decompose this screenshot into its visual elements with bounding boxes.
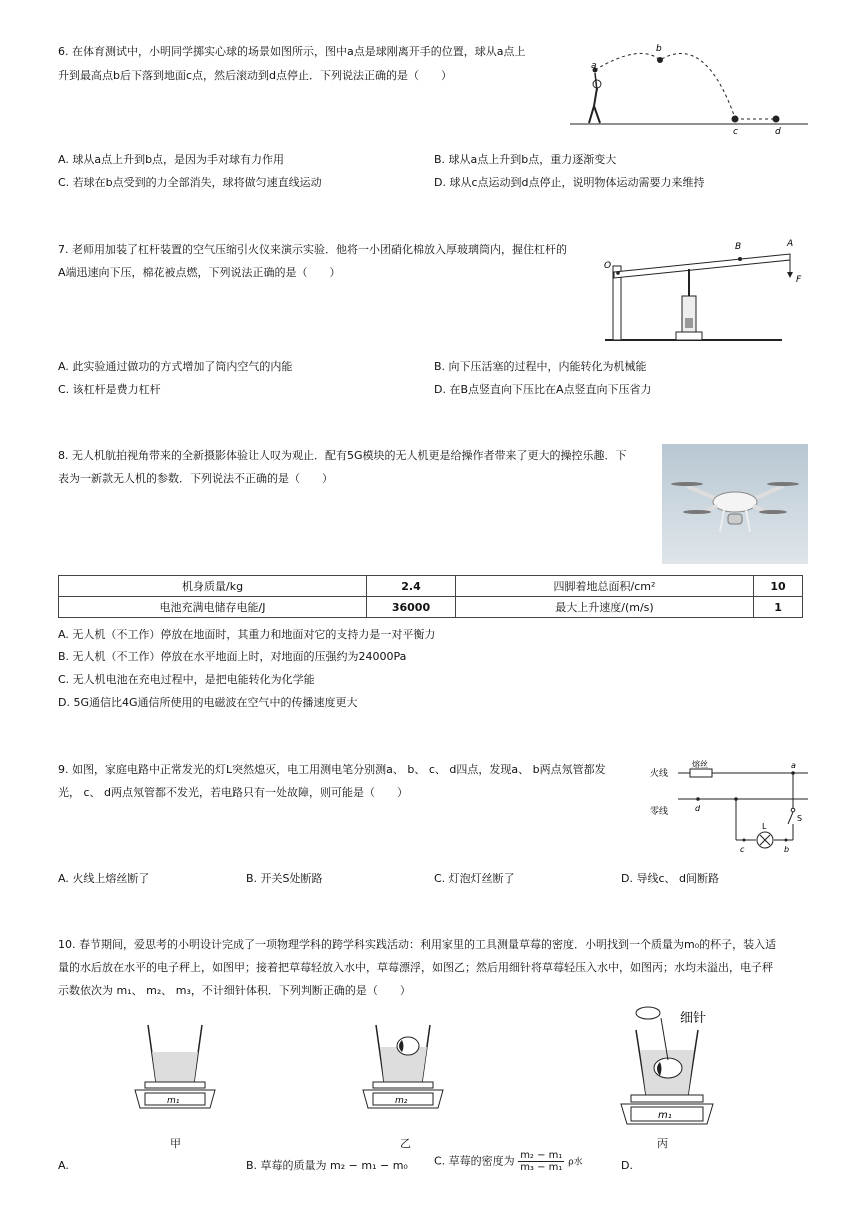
q9-option-c: C. 灯泡灯丝断了 [434,872,515,885]
q8-stem-line1: 8. 无人机航拍视角带来的全新摄影体验让人叹为观止．配有5G模块的无人机更是给操作者带来了更大的操控乐趣．下 [58,449,627,462]
table-row [59,576,803,597]
q7-option-c: C. 该杠杆是费力杠杆 [58,383,161,396]
q7-option-b: B. 向下压活塞的过程中，内能转化为机械能 [434,360,647,373]
label-F: F [796,275,802,285]
label-c: c [733,127,738,137]
q10-option-a: A. [58,1159,69,1172]
q8-option-b: B. 无人机（不工作）停放在水平地面上时，对地面的压强约为24000Pa [58,650,407,663]
q6-option-b: B. 球从a点上升到b点，重力逐渐变大 [434,153,617,166]
q10-option-d: D. [621,1159,633,1172]
neutral-wire-label: 零线 [650,807,669,817]
caption-jia: 甲 [170,1137,181,1150]
label-L: L [762,822,767,831]
option-c-prefix: C. 草莓的密度为 [434,1154,515,1168]
q9-stem-line2: 光， c、 d两点氖管都不发光，若电路只有一处故障，则可能是（ ） [58,786,409,799]
q6-option-c: C. 若球在b点受到的力全部消失，球将做匀速直线运动 [58,176,322,189]
q9-option-a: A. 火线上熔丝断了 [58,872,150,885]
q10-option-c [434,1150,583,1173]
label-A: A [787,239,794,249]
table-cell: 2.4 [367,576,456,597]
density-fraction [518,1150,564,1173]
q9-stem-line1: 9. 如图，家庭电路中正常发光的灯L突然熄灭，电工用测电笔分别测a、 b、 c、 d四点，发现a、 b两点氖管都发 [58,763,606,776]
q9-option-b: B. 开关S处断路 [246,872,323,885]
live-wire-label: 火线 [650,769,669,779]
beaker-bing-figure [616,1000,726,1130]
fuse-label: 熔丝 [692,760,708,769]
q7-option-d: D. 在B点竖直向下压比在A点竖直向下压省力 [434,383,652,396]
drone-parameter-table [58,575,803,618]
q7-stem-line2: A端迅速向下压，棉花被点燃，下列说法正确的是（ ） [58,266,341,279]
label-d: d [775,127,781,137]
beaker-jia-figure [130,1020,220,1115]
q6-stem-line1: 6. 在体育测试中，小明同学掷实心球的场景如图所示，图中a点是球刚离开手的位置，球从a点上 [58,45,526,58]
rho-water: ρ水 [567,1157,583,1168]
q6-option-a: A. 球从a点上升到b点，是因为手对球有力作用 [58,153,285,166]
q6-option-d: D. 球从c点运动到d点停止，说明物体运动需要力来维持 [434,176,705,189]
label-c: c [740,845,745,854]
label-O: O [604,261,612,271]
q7-lever-figure [600,236,810,346]
table-cell: 最大上升速度/(m/s) [455,597,753,618]
scale-reading: m₂ [395,1096,408,1106]
q6-ball-throw-figure [570,38,810,138]
q9-option-d: D. 导线c、 d间断路 [621,872,719,885]
beaker-yi-figure [358,1020,448,1115]
drone-photo [662,444,808,564]
q10-stem-line3: 示数依次为 m₁、 m₂、 m₃，不计细针体积．下列判断正确的是（ ） [58,984,411,997]
q8-stem-line2: 表为一新款无人机的参数．下列说法不正确的是（ ） [58,472,333,485]
table-cell: 1 [754,597,803,618]
table-cell: 电池充满电储存电能/J [59,597,367,618]
q7-stem-line1: 7. 老师用加装了杠杆装置的空气压缩引火仪来演示实验．他将一小团硝化棉放入厚玻璃筒内，握住杠杆的 [58,243,567,256]
scale-reading: m₁ [167,1096,180,1106]
q8-option-c: C. 无人机电池在充电过程中，是把电能转化为化学能 [58,673,315,686]
q6-stem-line2: 升到最高点b后下落到地面c点，然后滚动到d点停止．下列说法正确的是（ ） [58,69,453,82]
caption-bing: 丙 [657,1137,668,1150]
q8-option-a: A. 无人机（不工作）停放在地面时，其重力和地面对它的支持力是一对平衡力 [58,628,436,641]
label-b: b [656,44,662,54]
table-cell: 四脚着地总面积/cm² [455,576,753,597]
scale-reading: m₁ [658,1110,672,1121]
q9-circuit-figure [650,758,810,858]
q7-option-a: A. 此实验通过做功的方式增加了筒内空气的内能 [58,360,293,373]
table-row [59,597,803,618]
needle-label: 细针 [680,1011,707,1026]
fraction-numerator: m₂ − m₁ [520,1150,563,1161]
q10-stem-line1: 10. 春节期间，爱思考的小明设计完成了一项物理学科的跨学科实践活动：利用家里的工具测量草莓的密度．小明找到一个质量为m₀的杯子，装入适 [58,938,777,951]
drone-icon [662,444,808,564]
label-S: S [797,814,803,823]
label-d: d [695,804,701,813]
table-cell: 36000 [367,597,456,618]
table-cell: 10 [754,576,803,597]
label-a: a [591,61,597,71]
label-b: b [784,845,790,854]
fraction-denominator: m₃ − m₁ [520,1162,563,1173]
table-cell: 机身质量/kg [59,576,367,597]
caption-yi: 乙 [400,1137,411,1150]
q10-stem-line2: 量的水后放在水平的电子秤上，如图甲；接着把草莓轻放入水中，草莓漂浮，如图乙；然后用细针将草莓轻压入水中，如图丙；水均未溢出，电子秤 [58,961,773,974]
label-a: a [791,761,796,770]
label-B: B [735,242,742,252]
q8-option-d: D. 5G通信比4G通信所使用的电磁波在空气中的传播速度更大 [58,696,358,709]
q10-option-b: B. 草莓的质量为 m₂ − m₁ − m₀ [246,1159,408,1172]
